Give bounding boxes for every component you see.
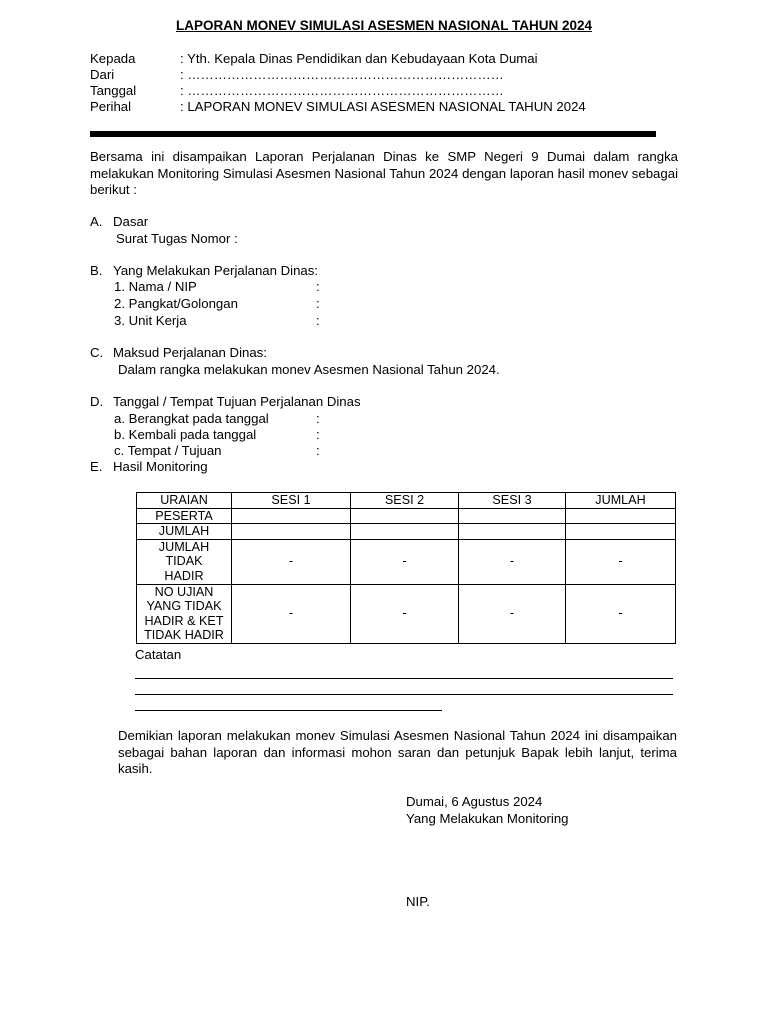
section-d-item-colon: :	[316, 443, 320, 458]
section-a-letter: A.	[90, 214, 103, 229]
table-header-row	[137, 493, 676, 509]
table-cell: -	[459, 539, 566, 584]
notes-line	[135, 710, 442, 711]
table-row	[137, 539, 676, 584]
section-b-item-label: 3. Unit Kerja	[114, 313, 187, 328]
section-b-letter: B.	[90, 263, 103, 278]
table-header: SESI 3	[459, 493, 566, 509]
table-cell: -	[232, 584, 351, 643]
meta-label: Perihal	[90, 99, 132, 114]
table-row	[137, 524, 676, 540]
meta-label: Tanggal	[90, 83, 137, 98]
section-d-item-label: b. Kembali pada tanggal	[114, 427, 257, 442]
meta-value: : LAPORAN MONEV SIMULASI ASESMEN NASIONAL TAHUN 2024	[180, 99, 586, 114]
notes-line	[135, 694, 673, 695]
section-d-item-colon: :	[316, 411, 320, 426]
section-c-letter: C.	[90, 345, 104, 360]
row-label: NO UJIAN YANG TIDAK HADIR & KET TIDAK HADIR	[137, 584, 232, 643]
table-cell	[351, 508, 459, 524]
meta-value: : ………………………………………………………………	[180, 83, 504, 98]
section-b-item-label: 1. Nama / NIP	[114, 279, 197, 294]
monitoring-table	[136, 492, 676, 644]
section-d-item-label: a. Berangkat pada tanggal	[114, 411, 269, 426]
section-b-item-colon: :	[316, 279, 320, 294]
signature-place-date: Dumai, 6 Agustus 2024	[406, 794, 543, 809]
table-header: SESI 1	[232, 493, 351, 509]
table-cell	[459, 524, 566, 540]
section-d-title: Tanggal / Tempat Tujuan Perjalanan Dinas	[113, 394, 361, 409]
signature-nip: NIP.	[406, 894, 430, 909]
table-header: JUMLAH	[566, 493, 676, 509]
table-cell: -	[232, 539, 351, 584]
row-label: JUMLAH	[137, 524, 232, 540]
table-cell	[566, 508, 676, 524]
meta-value: : Yth. Kepala Dinas Pendidikan dan Kebudayaan Kota Dumai	[180, 51, 538, 66]
header-divider	[90, 131, 656, 137]
table-cell	[566, 524, 676, 540]
section-b-item-colon: :	[316, 296, 320, 311]
intro-paragraph: Bersama ini disampaikan Laporan Perjalanan Dinas ke SMP Negeri 9 Dumai dalam rangka melakukan Monitoring Simulasi Asesmen Nasional Tahun 2024 dengan laporan hasil monev sebagai berikut :	[90, 149, 678, 198]
page-title: LAPORAN MONEV SIMULASI ASESMEN NASIONAL TAHUN 2024	[175, 18, 593, 33]
table-row	[137, 584, 676, 643]
row-label: JUMLAH TIDAK HADIR	[137, 539, 232, 584]
section-d-item-label: c. Tempat / Tujuan	[114, 443, 222, 458]
section-d-letter: D.	[90, 394, 104, 409]
section-d-item-colon: :	[316, 427, 320, 442]
table-cell: -	[351, 584, 459, 643]
table-cell	[232, 524, 351, 540]
table-header: URAIAN	[137, 493, 232, 509]
section-e-letter: E.	[90, 459, 103, 474]
notes-label: Catatan	[135, 647, 182, 662]
table-cell	[232, 508, 351, 524]
meta-label: Kepada	[90, 51, 136, 66]
row-label: PESERTA	[137, 508, 232, 524]
table-header: SESI 2	[351, 493, 459, 509]
section-c-line: Dalam rangka melakukan monev Asesmen Nasional Tahun 2024.	[118, 362, 500, 377]
closing-paragraph: Demikian laporan melakukan monev Simulasi Asesmen Nasional Tahun 2024 ini disampaikan sebagai bahan laporan dan informasi mohon saran dan petunjuk Bapak lebih lanjut, terima kasih.	[118, 728, 677, 777]
table-cell: -	[351, 539, 459, 584]
section-b-item-label: 2. Pangkat/Golongan	[114, 296, 238, 311]
section-b-title: Yang Melakukan Perjalanan Dinas:	[113, 263, 319, 278]
table-cell: -	[566, 584, 676, 643]
table-cell	[459, 508, 566, 524]
meta-label: Dari	[90, 67, 115, 82]
section-a-line: Surat Tugas Nomor :	[116, 231, 238, 246]
signature-role: Yang Melakukan Monitoring	[406, 811, 569, 826]
table-cell: -	[566, 539, 676, 584]
notes-line	[135, 678, 673, 679]
section-b-item-colon: :	[316, 313, 320, 328]
section-a-title: Dasar	[113, 214, 149, 229]
table-cell: -	[459, 584, 566, 643]
table-cell	[351, 524, 459, 540]
section-e-title: Hasil Monitoring	[113, 459, 208, 474]
section-c-title: Maksud Perjalanan Dinas:	[113, 345, 267, 360]
meta-value: : ………………………………………………………………	[180, 67, 504, 82]
table-row	[137, 508, 676, 524]
